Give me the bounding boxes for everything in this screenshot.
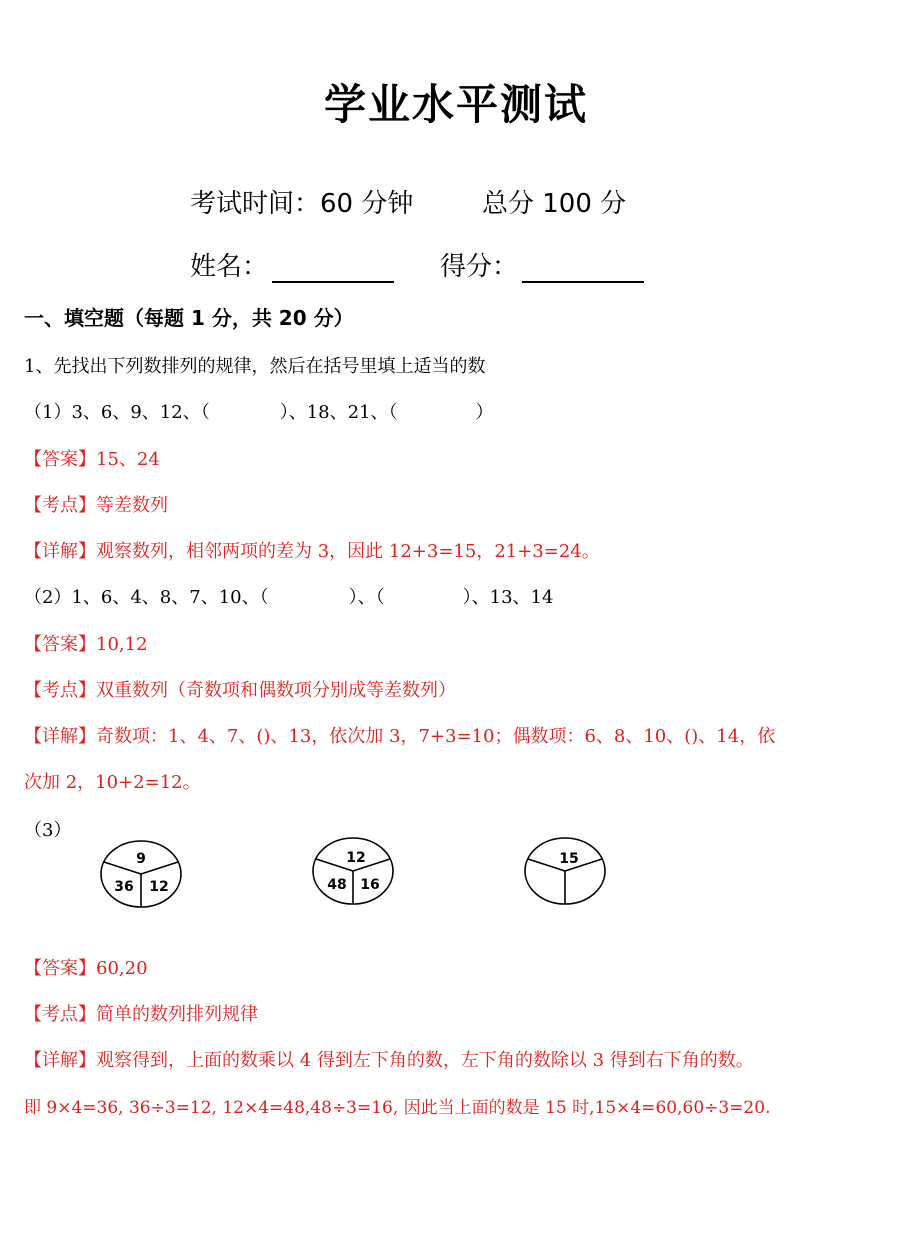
- page-title: 学业水平测试: [323, 80, 588, 129]
- answer-tag: 【答案】: [24, 958, 96, 979]
- sub3-point: [24, 1000, 258, 1026]
- detail-tag: 【详解】: [24, 541, 96, 562]
- point-tag: 【考点】: [24, 680, 96, 701]
- sub2-question: [24, 583, 553, 609]
- circle-figure-3: [522, 835, 608, 911]
- sub3-detail-line2: 即 9×4=36, 36÷3=12, 12×4=48,48÷3=16, 因此当上面的数是 15 时,15×4=60,60÷3=20.: [24, 1098, 771, 1118]
- sub1-answer: [24, 445, 160, 471]
- answer-tag: 【答案】: [24, 634, 96, 655]
- circle2-right: 16: [360, 877, 380, 893]
- point-tag: 【考点】: [24, 1004, 96, 1025]
- sub1-question: [24, 398, 494, 424]
- circle2-left: 48: [327, 877, 347, 893]
- detail-text: 奇数项：1、4、7、()、13，依次加 3，7+3=10；偶数项：6、8、10、()、14，依: [96, 726, 776, 747]
- exam-time: 考试时间：60 分钟: [190, 189, 414, 219]
- sub3-detail-line1: [24, 1046, 754, 1072]
- point-text: 等差数列: [96, 495, 168, 516]
- detail-tag: 【详解】: [24, 726, 96, 747]
- sub1-prefix: （1）3、6、9、12、（: [24, 402, 210, 423]
- sub3-label: （3）: [24, 820, 72, 841]
- detail-text: 观察得到，上面的数乘以 4 得到左下角的数，左下角的数除以 3 得到右下角的数。: [96, 1050, 754, 1071]
- circle-figure-2: [310, 835, 396, 911]
- circle2-top: 12: [346, 850, 366, 866]
- answer-text: 60,20: [96, 958, 148, 979]
- sub3-answer: [24, 954, 148, 980]
- answer-text: 10,12: [96, 634, 148, 655]
- sub2-detail-line2: 次加 2，10+2=12。: [24, 772, 201, 793]
- sub1-suffix: ）: [475, 402, 494, 423]
- score-blank[interactable]: [522, 253, 644, 283]
- sub2-prefix: （2）1、6、4、8、7、10、（: [24, 587, 269, 608]
- name-blank[interactable]: [272, 253, 394, 283]
- sub2-suffix: ）、13、14: [462, 587, 554, 608]
- sub1-point: [24, 491, 168, 517]
- score-label: 得分：: [440, 252, 519, 282]
- sub2-detail-line1: [24, 722, 775, 748]
- score-row: [440, 246, 644, 283]
- point-tag: 【考点】: [24, 495, 96, 516]
- total-score: 总分 100 分: [482, 189, 627, 219]
- name-label: 姓名：: [190, 252, 269, 282]
- circle1-right: 12: [149, 879, 169, 895]
- circle1-top: 9: [136, 851, 146, 867]
- circle3-top: 15: [559, 851, 579, 867]
- detail-text: 观察数列，相邻两项的差为 3，因此 12+3=15，21+3=24。: [96, 541, 600, 562]
- question-stem: 1、先找出下列数排列的规律，然后在括号里填上适当的数: [24, 356, 486, 377]
- sub2-point: [24, 676, 456, 702]
- sub1-detail: [24, 537, 600, 563]
- point-text: 简单的数列排列规律: [96, 1004, 258, 1025]
- section-heading: 一、填空题（每题 1 分，共 20 分）: [24, 306, 354, 330]
- answer-tag: 【答案】: [24, 449, 96, 470]
- name-row: [190, 246, 394, 283]
- answer-text: 15、24: [96, 449, 160, 470]
- circle-figure-1: [98, 838, 184, 914]
- sub2-answer: [24, 630, 148, 656]
- sub2-mid: ）、（: [348, 587, 385, 608]
- point-text: 双重数列（奇数项和偶数项分别成等差数列）: [96, 680, 456, 701]
- detail-tag: 【详解】: [24, 1050, 96, 1071]
- sub1-mid: ）、18、21、（: [279, 402, 398, 423]
- circle1-left: 36: [114, 879, 134, 895]
